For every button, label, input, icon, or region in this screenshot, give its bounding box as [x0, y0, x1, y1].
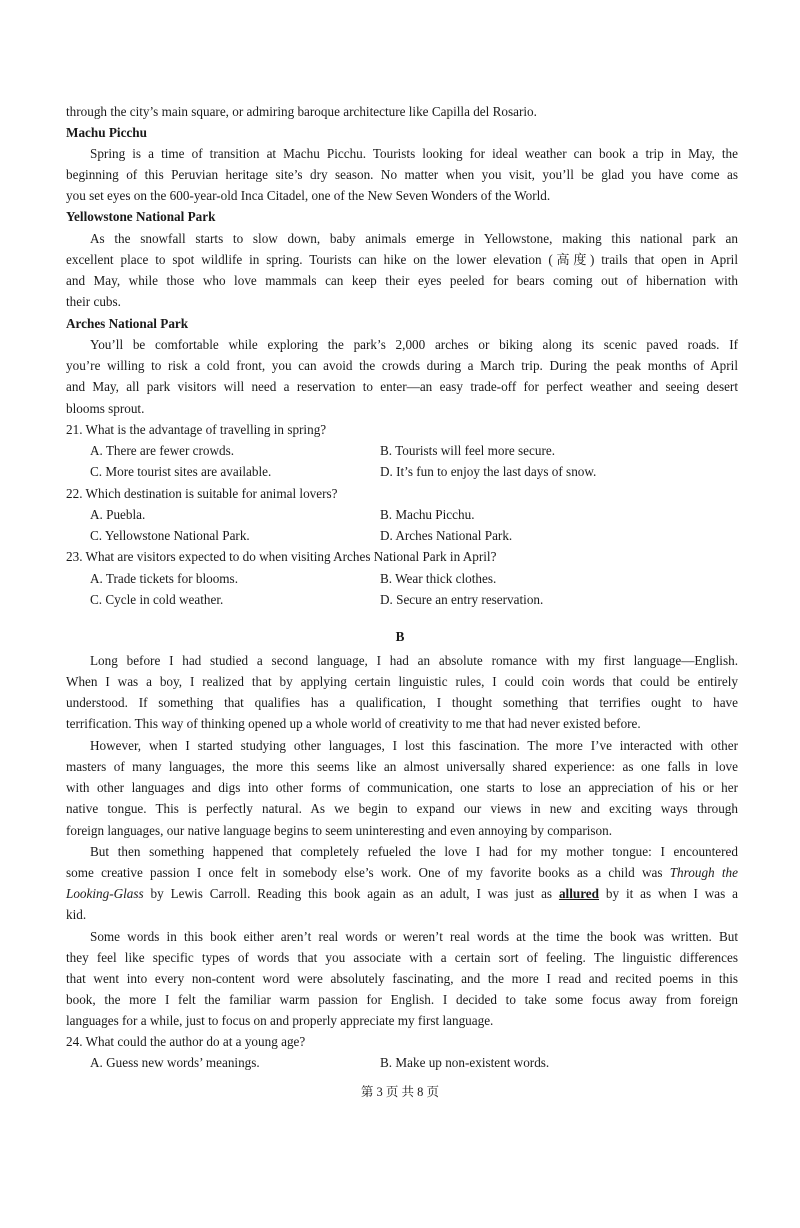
- section-heading-yellowstone: Yellowstone National Park: [66, 209, 216, 224]
- question-21-option-b: B. Tourists will feel more secure.: [380, 443, 555, 458]
- paragraph-line: However, when I started studying other languages, I lost this fascination. The more I’ve interacted with other: [90, 738, 738, 753]
- paragraph-line: beginning of this Peruvian heritage site’s dry season. No matter when you visit, you’ll be glad you have come as: [66, 167, 738, 182]
- question-21-option-a: A. There are fewer crowds.: [90, 443, 235, 458]
- section-heading-machu-picchu: Machu Picchu: [66, 125, 147, 140]
- section-heading-arches: Arches National Park: [66, 316, 189, 331]
- paragraph-line: foreign languages, our native language begins to seem uninteresting and even annoying by comparison.: [66, 823, 613, 838]
- paragraph-line: Some words in this book either aren’t real words or weren’t real words at the time the book was written. But: [90, 929, 738, 944]
- text-run: some creative passion I once felt in somebody else’s work. One of my favorite books as a child was: [66, 865, 670, 880]
- paragraph-line: their cubs.: [66, 294, 121, 309]
- question-24-option-b: B. Make up non-existent words.: [380, 1055, 550, 1070]
- question-22-option-a: A. Puebla.: [90, 507, 146, 522]
- paragraph-line: Long before I had studied a second language, I had an absolute romance with my first language—English.: [90, 653, 738, 668]
- question-23-option-c: C. Cycle in cold weather.: [90, 592, 224, 607]
- paragraph-line: blooms sprout.: [66, 401, 145, 416]
- paragraph-line: Spring is a time of transition at Machu Picchu. Tourists looking for ideal weather can book a trip in May, the: [90, 146, 738, 161]
- question-22: 22. Which destination is suitable for animal lovers?: [66, 486, 338, 501]
- paragraph-line: You’ll be comfortable while exploring the park’s 2,000 arches or biking along its scenic paved roads. If: [90, 337, 738, 352]
- text-run: by Lewis Carroll. Reading this book again as an adult, I was just as: [143, 886, 559, 901]
- book-title-italic: Through the: [669, 865, 738, 880]
- paragraph-line: through the city’s main square, or admiring baroque architecture like Capilla del Rosario.: [66, 104, 537, 119]
- question-22-option-c: C. Yellowstone National Park.: [90, 528, 250, 543]
- question-23: 23. What are visitors expected to do when visiting Arches National Park in April?: [66, 549, 497, 564]
- paragraph-line: But then something happened that completely refueled the love I had for my mother tongue: I encountered: [90, 844, 738, 859]
- paragraph-line: understood. If something that qualifies has a qualification, I thought something that terrifies ought to have: [66, 695, 738, 710]
- question-23-option-a: A. Trade tickets for blooms.: [90, 571, 238, 586]
- paragraph-line: you’re willing to risk a cold front, you can avoid the crowds during a March trip. During the peak months of April: [66, 358, 738, 373]
- underlined-word: allured: [558, 886, 599, 901]
- paragraph-line: you set eyes on the 600-year-old Inca Citadel, one of the New Seven Wonders of the World.: [66, 188, 551, 203]
- text-run: by it as when I was a: [599, 886, 738, 901]
- paragraph-line: and May, all park visitors will need a reservation to enter—an easy trade-off for perfect weather and seeing desert: [66, 379, 738, 394]
- paragraph-line: native tongue. This is perfectly natural. As we begin to expand our views in new and exciting ways through: [66, 801, 738, 816]
- paragraph-line: that went into every non-content word were absolutely fascinating, and the more I read and recited poems in this: [66, 971, 738, 986]
- paragraph-line: languages for a while, just to focus on and properly appreciate my first language.: [66, 1013, 494, 1028]
- page-footer: 第 3 页 共 8 页: [360, 1085, 440, 1099]
- section-b-heading: B: [395, 629, 405, 644]
- question-23-option-d: D. Secure an entry reservation.: [380, 592, 544, 607]
- paragraph-line: book, the more I felt the familiar warm passion for English. I decided to take some focus away from foreign: [66, 992, 738, 1007]
- paragraph-line: [66, 883, 738, 904]
- paragraph-line: with other languages and digs into other forms of communication, one starts to lose an appreciation of his or her: [66, 780, 738, 795]
- question-23-option-b: B. Wear thick clothes.: [380, 571, 497, 586]
- question-22-option-b: B. Machu Picchu.: [380, 507, 475, 522]
- paragraph-line: As the snowfall starts to slow down, baby animals emerge in Yellowstone, making this national park an: [90, 231, 738, 246]
- paragraph-line: terrification. This way of thinking opened up a whole world of creativity to me that had never existed before.: [66, 716, 641, 731]
- paragraph-line: [66, 862, 738, 883]
- question-21: 21. What is the advantage of travelling in spring?: [66, 422, 327, 437]
- question-24-option-a: A. Guess new words’ meanings.: [90, 1055, 260, 1070]
- paragraph-line: masters of many languages, the more this seems like an almost universally shared experience: as one falls in love: [66, 759, 738, 774]
- paragraph-line: kid.: [66, 907, 87, 922]
- book-title-italic: Looking-Glass: [66, 886, 144, 901]
- question-24: 24. What could the author do at a young age?: [66, 1034, 306, 1049]
- paragraph-line: excellent place to spot wildlife in spring. Tourists can hike on the lower elevation (高度) trails that open in April: [66, 252, 738, 267]
- question-21-option-d: D. It’s fun to enjoy the last days of snow.: [380, 464, 597, 479]
- question-22-option-d: D. Arches National Park.: [380, 528, 513, 543]
- question-21-option-c: C. More tourist sites are available.: [90, 464, 272, 479]
- paragraph-line: When I was a boy, I realized that by applying certain linguistic rules, I could coin words that could be entirely: [66, 674, 738, 689]
- paragraph-line: and May, while those who love mammals can keep their eyes peeled for bears coming out of hibernation with: [66, 273, 738, 288]
- paragraph-line: they feel like specific types of words that you associate with a certain sort of feeling. The linguistic differences: [66, 950, 738, 965]
